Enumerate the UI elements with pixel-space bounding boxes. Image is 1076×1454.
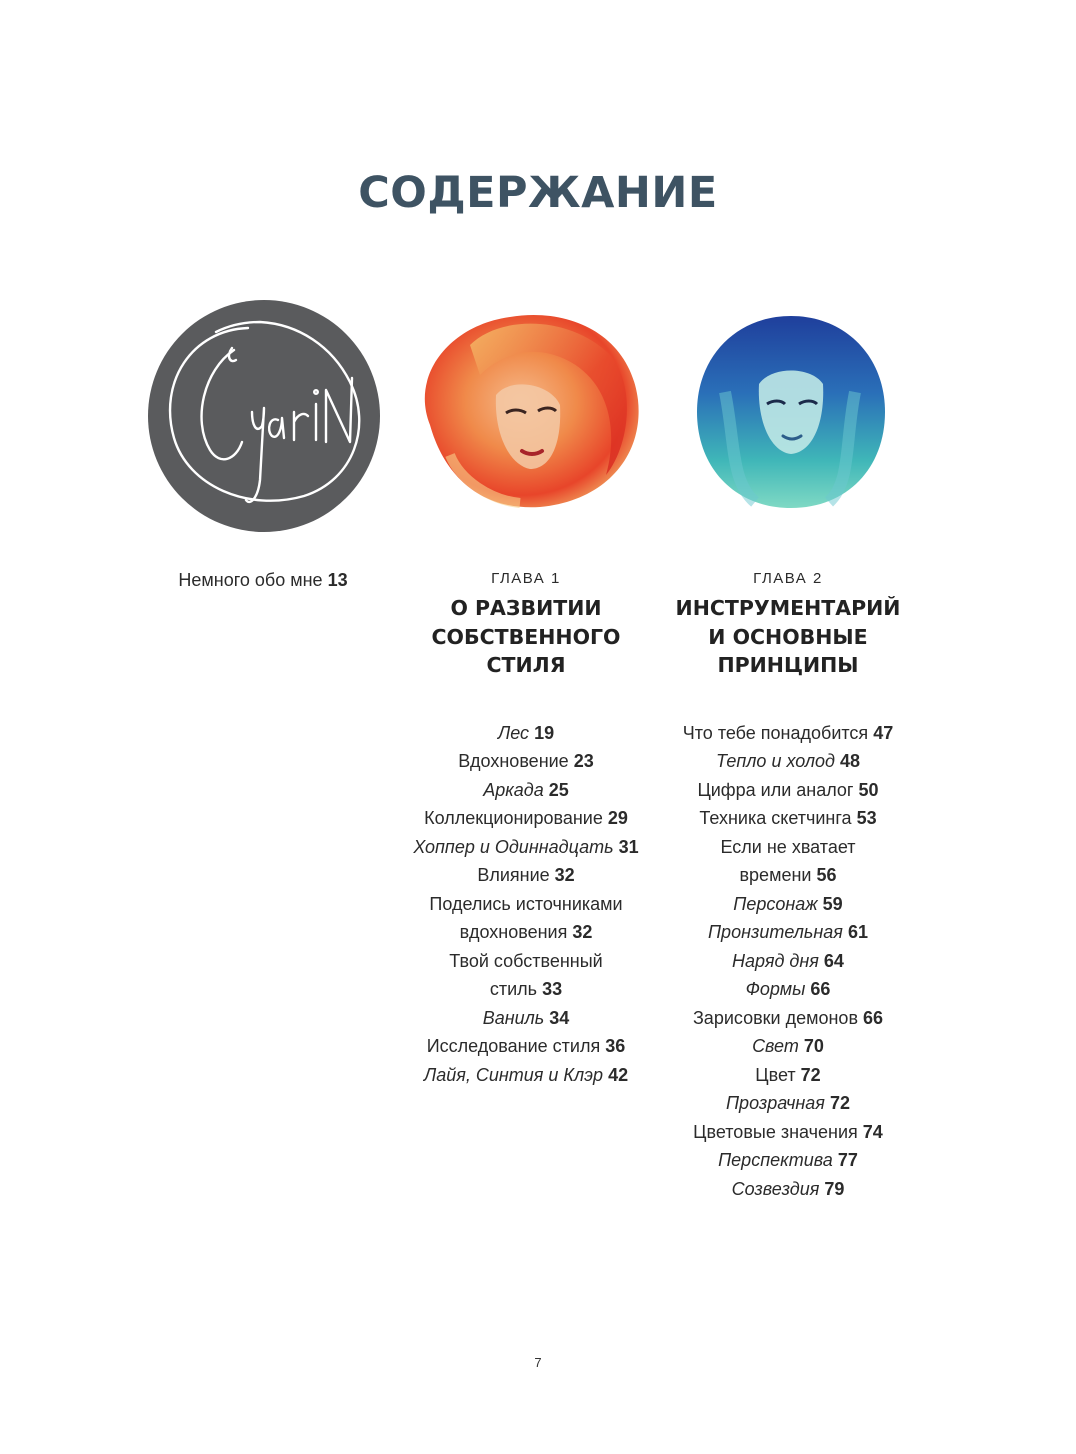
toc-item[interactable]: [396, 804, 656, 833]
toc-item[interactable]: [658, 1061, 918, 1090]
chapter-1-title: [396, 594, 656, 680]
cyarin-logo: [148, 300, 380, 532]
toc-item-text: Влияние: [477, 865, 550, 885]
toc-item-page: 42: [608, 1064, 629, 1085]
toc-item-page: 56: [816, 865, 837, 885]
toc-item-page: 50: [858, 779, 879, 800]
toc-item-text: Цветовые значения: [693, 1121, 858, 1142]
toc-item[interactable]: [396, 747, 656, 776]
toc-item-text: Цифра или аналог: [697, 779, 854, 800]
toc-item-page: 59: [822, 893, 843, 914]
toc-item-page: 64: [823, 950, 844, 971]
toc-item[interactable]: [658, 918, 918, 947]
toc-item[interactable]: [396, 918, 656, 947]
chapter-1-title-line: СОБСТВЕННОГО: [431, 624, 621, 649]
toc-item-text: Аркада: [483, 779, 544, 800]
toc-item-page: 61: [847, 922, 868, 942]
toc-item-text: Вдохновение: [458, 751, 569, 771]
toc-item-text: Техника скетчинга: [699, 808, 852, 828]
chapter-2-toc-list: [658, 719, 918, 1204]
chapter-1-title-line: СТИЛЯ: [486, 653, 566, 677]
toc-item-text: Если не хватает: [720, 836, 856, 857]
toc-item[interactable]: [658, 747, 918, 776]
toc-item-text: Наряд дня: [732, 950, 819, 971]
toc-item[interactable]: [658, 804, 918, 833]
toc-intro-entry[interactable]: [140, 566, 386, 594]
toc-item[interactable]: [396, 1004, 656, 1033]
toc-item-page: 32: [554, 865, 575, 885]
toc-item-text: Персонаж: [733, 893, 818, 914]
toc-item-page: 32: [572, 922, 593, 942]
toc-item[interactable]: [658, 890, 918, 919]
toc-item-text: Лес: [497, 722, 530, 743]
toc-item-text: Хоппер и Одиннадцать: [413, 836, 614, 857]
toc-item-text: Тепло и холод: [715, 751, 835, 771]
toc-item-page: 53: [856, 808, 877, 828]
toc-item[interactable]: [396, 975, 656, 1004]
toc-item[interactable]: [658, 947, 918, 976]
chapter-2-title-line: ИНСТРУМЕНТАРИЙ: [675, 596, 901, 620]
toc-item-page: 36: [605, 1036, 626, 1056]
chapter-2-label: ГЛАВА 2: [753, 570, 823, 587]
toc-item-text: Твой собственный: [449, 950, 603, 971]
toc-item-page: 23: [573, 751, 594, 771]
toc-item[interactable]: [396, 861, 656, 890]
toc-item-text: Созвездия: [731, 1178, 820, 1199]
toc-item[interactable]: [396, 1061, 656, 1090]
toc-item-page: 79: [824, 1178, 845, 1199]
toc-item[interactable]: [658, 975, 918, 1004]
toc-item[interactable]: [658, 1004, 918, 1033]
chapter-2-portrait-image: [695, 312, 887, 512]
toc-item-page: 72: [829, 1093, 850, 1113]
toc-item-text: Поделись источниками: [429, 893, 623, 914]
toc-item-page: 19: [534, 722, 555, 743]
toc-item[interactable]: [658, 861, 918, 890]
toc-item-text: Прозрачная: [726, 1093, 825, 1113]
toc-item-text: Лайя, Синтия и Клэр: [423, 1064, 604, 1085]
chapter-1-title-line: О РАЗВИТИИ: [450, 596, 602, 620]
toc-item-text: Цвет: [755, 1064, 796, 1085]
toc-item[interactable]: [396, 947, 656, 976]
toc-item-page: 70: [803, 1036, 824, 1056]
toc-item-text: Формы: [745, 979, 806, 999]
toc-item-page: 33: [542, 979, 563, 999]
toc-item-text: Перспектива: [718, 1150, 833, 1170]
toc-item-text: Пронзительная: [708, 922, 843, 942]
toc-item[interactable]: [658, 833, 918, 862]
toc-item-text: Свет: [752, 1036, 799, 1056]
toc-item[interactable]: [396, 833, 656, 862]
chapter-1-portrait-image: [410, 305, 642, 510]
toc-item[interactable]: [396, 1032, 656, 1061]
toc-item[interactable]: [658, 1175, 918, 1204]
toc-item-text: Коллекционирование: [424, 808, 603, 828]
toc-item[interactable]: [658, 1032, 918, 1061]
toc-item[interactable]: [658, 1118, 918, 1147]
toc-item[interactable]: [396, 776, 656, 805]
toc-item-page: 25: [548, 779, 569, 800]
toc-item-page: 66: [863, 1007, 884, 1028]
toc-item-text: Ваниль: [482, 1007, 545, 1028]
toc-item-page: 77: [837, 1150, 858, 1170]
toc-item-text: Исследование стиля: [426, 1036, 601, 1056]
toc-item[interactable]: [396, 719, 656, 748]
toc-item[interactable]: [658, 776, 918, 805]
toc-intro-page: 13: [327, 570, 348, 590]
chapter-2-column: [658, 566, 918, 1203]
toc-item-page: 72: [800, 1064, 821, 1085]
toc-item-page: 34: [549, 1007, 570, 1028]
toc-item-text: вдохновения: [459, 922, 568, 942]
page-number: 7: [534, 1355, 542, 1370]
page-title: СОДЕРЖАНИЕ: [358, 168, 718, 218]
toc-intro-text: Немного обо мне: [178, 570, 323, 590]
chapter-2-title: [658, 594, 918, 680]
toc-item[interactable]: [658, 1089, 918, 1118]
toc-item-text: стиль: [489, 979, 538, 999]
chapter-1-toc-list: [396, 719, 656, 1090]
chapter-2-title-line: ПРИНЦИПЫ: [717, 653, 859, 677]
toc-item-page: 29: [607, 808, 628, 828]
toc-item-text: Что тебе понадобится: [682, 722, 869, 743]
toc-item[interactable]: [658, 719, 918, 748]
toc-item[interactable]: [658, 1146, 918, 1175]
chapter-2-title-line: И ОСНОВНЫЕ: [708, 624, 868, 649]
toc-item-page: 66: [810, 979, 831, 999]
toc-item-page: 74: [862, 1121, 883, 1142]
toc-item-text: Зарисовки демонов: [692, 1007, 859, 1028]
chapter-1-column: [396, 566, 656, 1089]
toc-item-page: 47: [873, 722, 894, 743]
chapter-1-label: ГЛАВА 1: [491, 570, 561, 587]
toc-item[interactable]: [396, 890, 656, 919]
toc-item-page: 31: [618, 836, 639, 857]
toc-item-page: 48: [840, 751, 861, 771]
toc-item-text: времени: [739, 865, 812, 885]
